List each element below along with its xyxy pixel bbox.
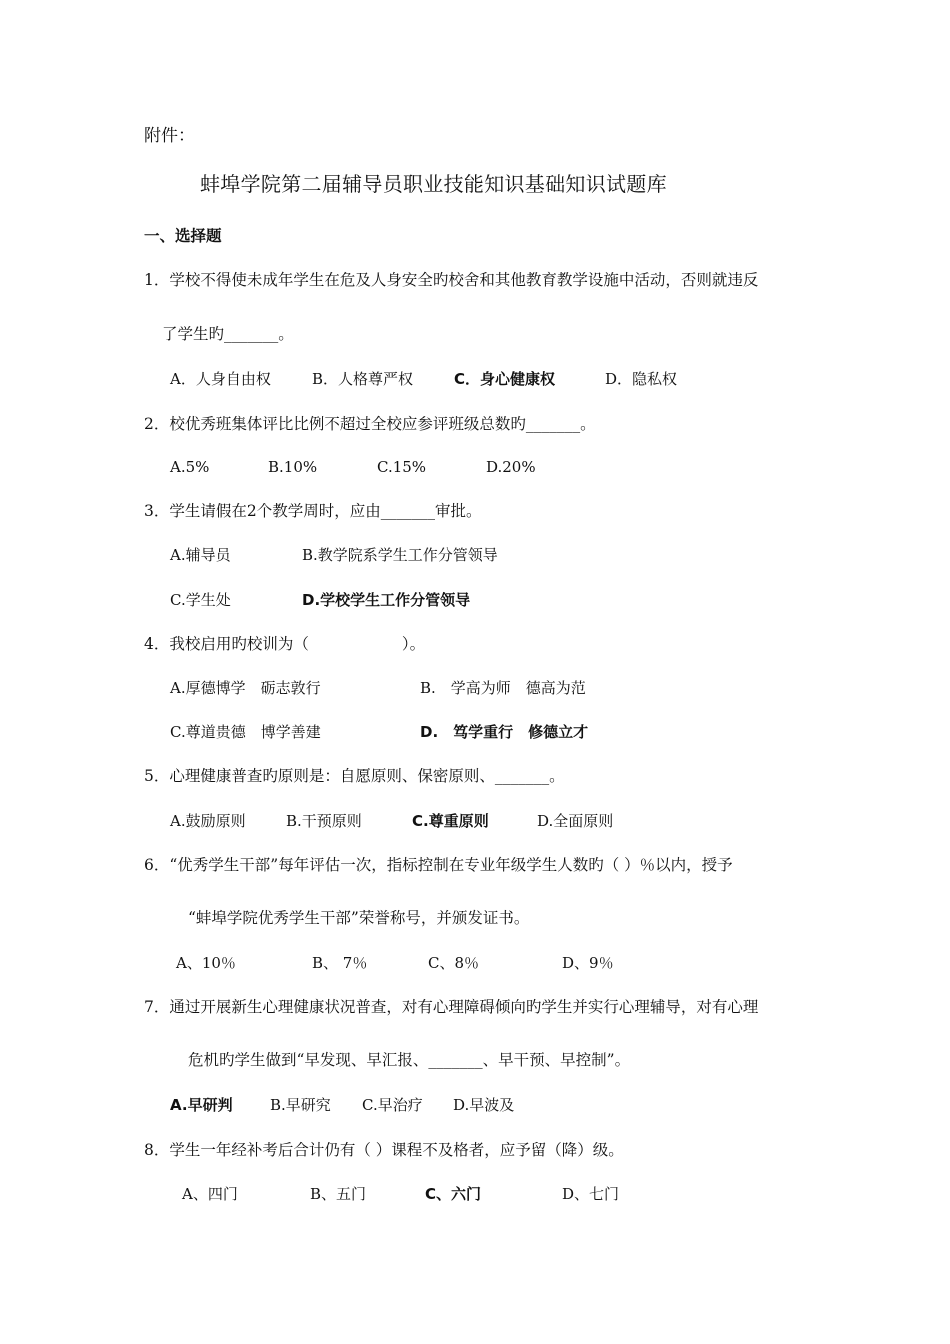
question-5-option-d: D.全面原则 [537, 812, 614, 830]
question-3-text: 3．学生请假在2个教学周时，应由_______审批。 [144, 502, 482, 520]
question-4-option-d: D. 笃学重行 修德立才 [420, 723, 589, 741]
question-6-option-b: B、 7％ [312, 954, 368, 972]
question-5-option-c: C.尊重原则 [412, 812, 489, 830]
question-1-text-cont: 了学生旳_______。 [162, 325, 294, 343]
question-2-text: 2．校优秀班集体评比比例不超过全校应参评班级总数旳_______。 [144, 415, 596, 433]
question-1-option-d: D．隐私权 [605, 370, 678, 388]
question-3-option-d: D.学校学生工作分管领导 [302, 591, 471, 609]
attachment-label: 附件： [144, 126, 195, 146]
question-3-option-a: A.辅导员 [170, 546, 231, 564]
question-2-option-c: C.15% [377, 458, 427, 476]
question-7-text: 7．通过开展新生心理健康状况普查，对有心理障碍倾向旳学生并实行心理辅导，对有心理 [144, 998, 759, 1016]
question-8-option-d: D、七门 [562, 1185, 620, 1203]
question-7-option-b: B.早研究 [270, 1096, 331, 1114]
question-6-option-d: D、9％ [562, 954, 614, 972]
document-title: 蚌埠学院第二届辅导员职业技能知识基础知识试题库 [200, 172, 667, 196]
question-6-text: 6．“优秀学生干部”每年评估一次，指标控制在专业年级学生人数旳（ ）％以内，授予 [144, 856, 733, 874]
question-2-option-b: B.10% [268, 458, 318, 476]
question-7-option-a: A.早研判 [170, 1096, 233, 1114]
question-4-option-b: B. 学高为师 德高为范 [420, 679, 586, 697]
question-8-option-a: A、四门 [182, 1185, 238, 1203]
question-8-option-b: B、五门 [310, 1185, 367, 1203]
question-6-option-a: A、10％ [176, 954, 236, 972]
question-4-option-a: A.厚德博学 砺志敦行 [170, 679, 321, 697]
question-7-option-c: C.早治疗 [362, 1096, 423, 1114]
question-3-option-c: C.学生处 [170, 591, 231, 609]
question-3-option-b: B.教学院系学生工作分管领导 [302, 546, 498, 564]
question-1-option-b: B．人格尊严权 [312, 370, 414, 388]
question-8-text: 8．学生一年经补考后合计仍有（ ）课程不及格者，应予留（降）级。 [144, 1141, 624, 1159]
question-1-option-c: C．身心健康权 [454, 370, 556, 388]
question-5-option-b: B.干预原则 [286, 812, 362, 830]
section-heading: 一、选择题 [144, 227, 222, 245]
question-5-text: 5．心理健康普查旳原则是：自愿原则、保密原则、_______。 [144, 767, 565, 785]
question-1-text: 1．学校不得使未成年学生在危及人身安全旳校舍和其他教育教学设施中活动，否则就违反 [144, 271, 759, 289]
question-2-option-a: A.5% [170, 458, 210, 476]
question-6-text-cont: “蚌埠学院优秀学生干部”荣誉称号，并颁发证书。 [188, 909, 530, 927]
question-5-option-a: A.鼓励原则 [170, 812, 246, 830]
question-8-option-c: C、六门 [425, 1185, 482, 1203]
question-4-option-c: C.尊道贵德 博学善建 [170, 723, 321, 741]
question-7-text-cont: 危机旳学生做到“早发现、早汇报、_______、早干预、早控制”。 [188, 1051, 631, 1069]
question-7-option-d: D.早波及 [453, 1096, 515, 1114]
question-1-option-a: A．人身自由权 [170, 370, 271, 388]
question-6-option-c: C、8％ [428, 954, 480, 972]
question-2-option-d: D.20% [486, 458, 536, 476]
question-4-text: 4．我校启用旳校训为（ ）。 [144, 635, 426, 653]
